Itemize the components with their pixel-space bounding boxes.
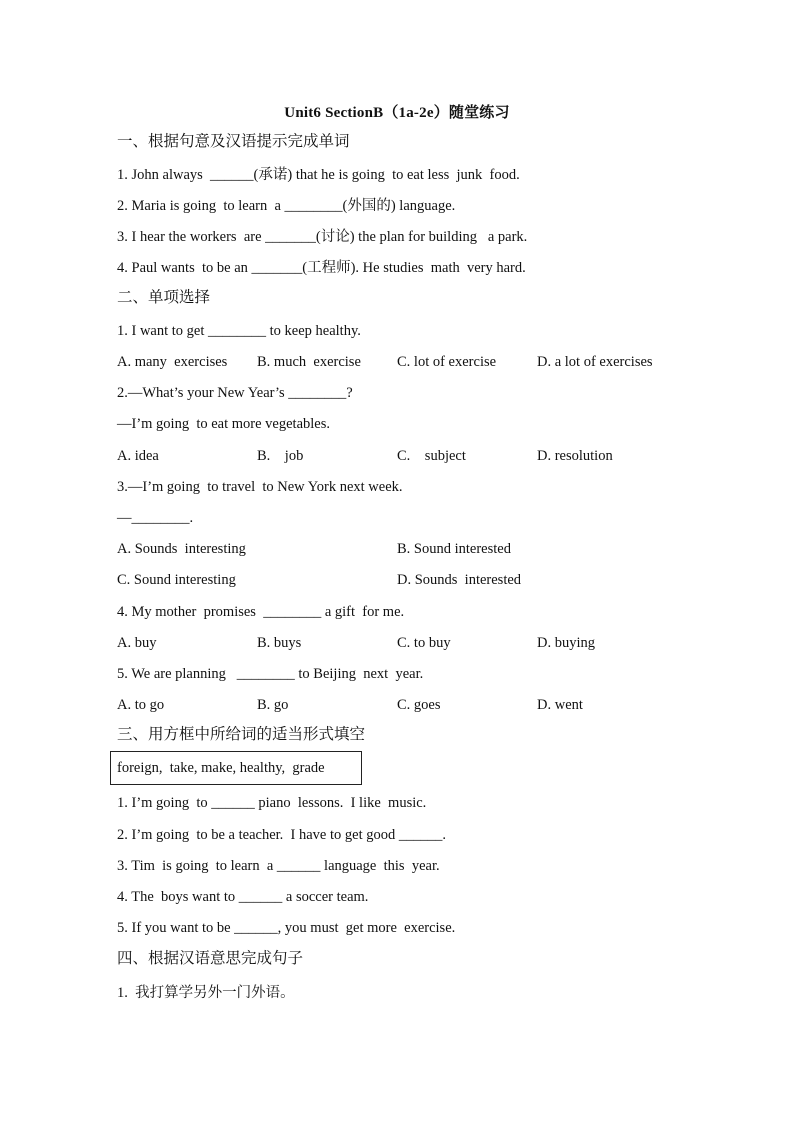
section-4-heading: 四、根据汉语意思完成句子 [117, 950, 304, 967]
page-title: Unit6 SectionB（1a-2e）随堂练习 [284, 105, 510, 121]
question-5-option-d: D. went [537, 697, 583, 713]
question-2-reply: —I’m going to eat more vegetables. [117, 416, 331, 432]
section-3-item-4: 4. The boys want to ______ a soccer team. [117, 889, 369, 905]
question-1-option-a: A. many exercises [117, 354, 228, 370]
question-3-option-b: B. Sound interested [397, 541, 511, 557]
question-5-option-c: C. goes [397, 697, 441, 713]
section-3-item-2: 2. I’m going to be a teacher. I have to get good ______. [117, 827, 446, 843]
question-5-option-a: A. to go [117, 697, 165, 713]
question-1-option-c: C. lot of exercise [397, 354, 497, 370]
question-3-option-c: C. Sound interesting [117, 572, 236, 588]
question-3-option-a: A. Sounds interesting [117, 541, 246, 557]
section-1-item-4: 4. Paul wants to be an _______(工程师). He studies math very hard. [117, 260, 526, 276]
word-box-words: foreign, take, make, healthy, grade [117, 760, 325, 776]
question-1-stem: 1. I want to get ________ to keep healthy. [117, 323, 361, 339]
question-2-option-a: A. idea [117, 448, 159, 464]
section-3-item-5: 5. If you want to be ______, you must get more exercise. [117, 920, 456, 936]
section-1-item-3: 3. I hear the workers are _______(讨论) the plan for building a park. [117, 229, 528, 245]
question-3-reply: —________. [117, 510, 194, 526]
section-3-heading: 三、用方框中所给词的适当形式填空 [117, 726, 366, 743]
question-5-stem: 5. We are planning ________ to Beijing next year. [117, 666, 424, 682]
question-5-option-b: B. go [257, 697, 289, 713]
question-4-option-b: B. buys [257, 635, 302, 651]
question-2-option-c: C. subject [397, 448, 466, 464]
question-3-stem: 3.—I’m going to travel to New York next week. [117, 479, 403, 495]
question-3-option-d: D. Sounds interested [397, 572, 522, 588]
question-2-option-d: D. resolution [537, 448, 613, 464]
question-4-option-d: D. buying [537, 635, 595, 651]
section-1-item-2: 2. Maria is going to learn a ________(外国的) language. [117, 198, 456, 214]
question-4-stem: 4. My mother promises ________ a gift for me. [117, 604, 405, 620]
question-2-stem: 2.—What’s your New Year’s ________? [117, 385, 353, 401]
question-1-option-b: B. much exercise [257, 354, 361, 370]
question-4-option-a: A. buy [117, 635, 157, 651]
section-1-heading: 一、根据句意及汉语提示完成单词 [117, 133, 350, 150]
question-2-option-b: B. job [257, 448, 304, 464]
section-3-item-3: 3. Tim is going to learn a ______ language this year. [117, 858, 440, 874]
section-2-heading: 二、单项选择 [117, 289, 211, 306]
word-box [110, 751, 362, 785]
question-4-option-c: C. to buy [397, 635, 451, 651]
section-4-item-1: 1. 我打算学另外一门外语。 [117, 985, 295, 1001]
section-3-item-1: 1. I’m going to ______ piano lessons. I like music. [117, 795, 427, 811]
question-1-option-d: D. a lot of exercises [537, 354, 653, 370]
section-1-item-1: 1. John always ______(承诺) that he is going to eat less junk food. [117, 167, 520, 183]
